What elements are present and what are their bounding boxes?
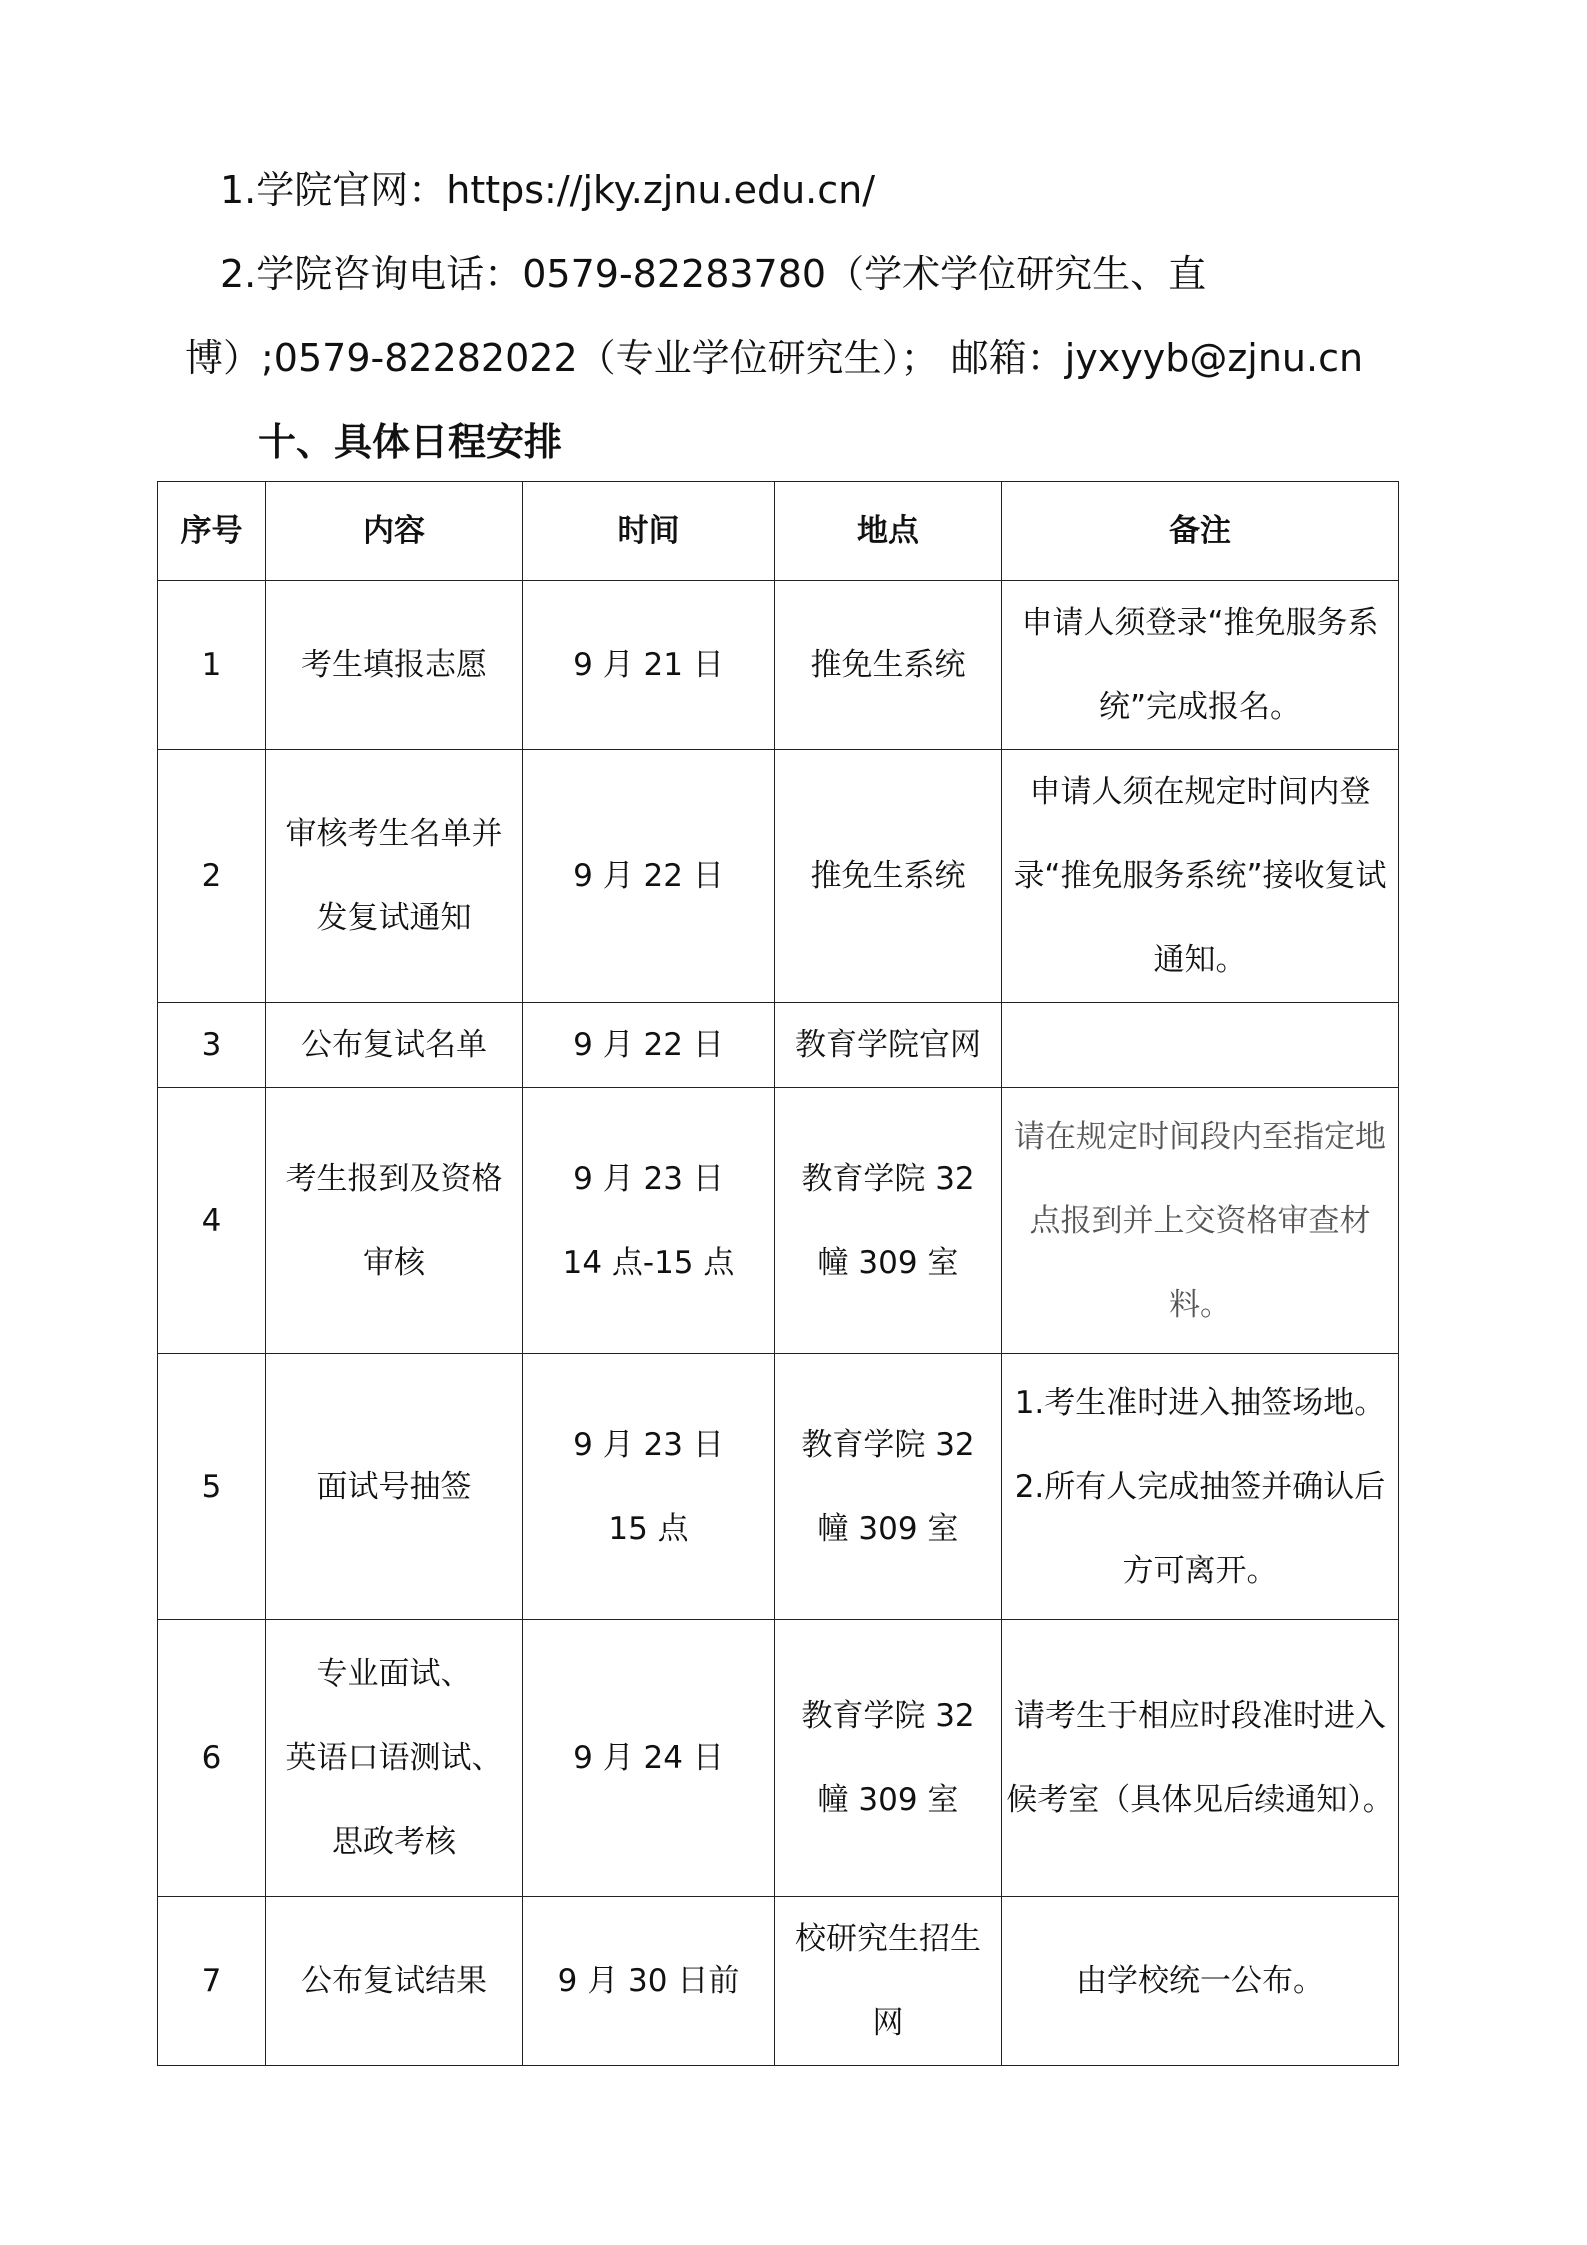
row-time-line: 9 月 24 日	[573, 1740, 724, 1776]
row-place	[775, 1354, 1002, 1620]
row-number: 2	[158, 750, 266, 1003]
row-content-line: 考生报到及资格	[285, 1160, 503, 1197]
row-place	[775, 1897, 1002, 2066]
table-row	[158, 1003, 1399, 1088]
row-content	[266, 1088, 523, 1354]
row-number: 4	[158, 1088, 266, 1354]
row-time-line: 9 月 21 日	[573, 647, 724, 683]
table-row	[158, 1620, 1399, 1897]
row-time-line: 15 点	[608, 1510, 689, 1547]
row-place-line: 教育学院 32	[801, 1698, 975, 1734]
row-time	[523, 581, 775, 750]
row-place	[775, 750, 1002, 1003]
row-time	[523, 1897, 775, 2066]
table-row	[158, 1897, 1399, 2066]
row-note: 申请人须登录“推免服务系统”完成报名。	[1002, 581, 1399, 750]
row-content	[266, 1003, 523, 1088]
phone-line-1: 2.学院咨询电话：0579-82283780（学术学位研究生、直	[220, 252, 1207, 296]
row-content-line: 思政考核	[332, 1824, 456, 1860]
table-row	[158, 1088, 1399, 1354]
schedule-table	[157, 481, 1399, 2066]
row-content-line: 面试号抽签	[316, 1468, 472, 1505]
row-number: 6	[158, 1620, 266, 1897]
row-number: 7	[158, 1897, 266, 2066]
header-time: 时间	[523, 482, 775, 581]
row-time-line: 9 月 22 日	[573, 858, 724, 894]
row-place-line: 幢 309 室	[817, 1782, 959, 1818]
row-note: 1.考生准时进入抽签场地。2.所有人完成抽签并确认后方可离开。	[1002, 1354, 1399, 1620]
row-note: 申请人须在规定时间内登录“推免服务系统”接收复试通知。	[1002, 750, 1399, 1003]
row-content-line: 审核考生名单并	[285, 816, 503, 852]
table-row	[158, 581, 1399, 750]
row-place-line: 幢 309 室	[817, 1244, 959, 1281]
row-content	[266, 1897, 523, 2066]
row-time	[523, 1620, 775, 1897]
row-time-line: 9 月 22 日	[573, 1027, 724, 1063]
row-place-line: 教育学院官网	[795, 1027, 981, 1063]
phone-line-2: 博）;0579-82282022（专业学位研究生）； 邮箱：jyxyyb@zjnu.cn	[185, 336, 1364, 380]
row-place-line: 教育学院 32	[801, 1160, 975, 1197]
row-place	[775, 1003, 1002, 1088]
row-note: 请考生于相应时段准时进入候考室（具体见后续通知）。	[1002, 1620, 1399, 1897]
row-content-line: 英语口语测试、	[285, 1740, 503, 1776]
row-time	[523, 1003, 775, 1088]
row-note: 请在规定时间段内至指定地点报到并上交资格审查材料。	[1002, 1088, 1399, 1354]
row-place	[775, 1620, 1002, 1897]
row-content	[266, 1620, 523, 1897]
row-place-line: 网	[872, 2005, 904, 2041]
row-place	[775, 581, 1002, 750]
row-time	[523, 1088, 775, 1354]
table-header-row	[158, 482, 1399, 581]
row-number: 1	[158, 581, 266, 750]
row-content-line: 专业面试、	[316, 1656, 472, 1692]
table-row	[158, 750, 1399, 1003]
row-place	[775, 1088, 1002, 1354]
row-number: 3	[158, 1003, 266, 1088]
row-content	[266, 581, 523, 750]
row-time	[523, 1354, 775, 1620]
row-place-line: 校研究生招生	[795, 1921, 981, 1957]
row-time-line: 9 月 23 日	[573, 1426, 724, 1463]
row-content-line: 考生填报志愿	[301, 647, 487, 683]
row-time-line: 9 月 30 日前	[557, 1963, 740, 1999]
section-title: 十、具体日程安排	[258, 420, 563, 464]
row-place-line: 教育学院 32	[801, 1426, 975, 1463]
row-content-line: 公布复试结果	[301, 1963, 487, 1999]
row-place-line: 推免生系统	[810, 858, 966, 894]
row-content	[266, 1354, 523, 1620]
header-place: 地点	[775, 482, 1002, 581]
row-place-line: 幢 309 室	[817, 1510, 959, 1547]
header-content: 内容	[266, 482, 523, 581]
row-content-line: 审核	[363, 1244, 425, 1281]
row-number: 5	[158, 1354, 266, 1620]
row-note: 由学校统一公布。	[1002, 1897, 1399, 2066]
row-note	[1002, 1003, 1399, 1088]
row-content-line: 发复试通知	[316, 900, 472, 936]
row-time-line: 9 月 23 日	[573, 1160, 724, 1197]
website-line: 1.学院官网：https://jky.zjnu.edu.cn/	[220, 168, 876, 212]
row-time	[523, 750, 775, 1003]
row-content	[266, 750, 523, 1003]
header-no: 序号	[158, 482, 266, 581]
table-row	[158, 1354, 1399, 1620]
row-content-line: 公布复试名单	[301, 1027, 487, 1063]
header-note: 备注	[1002, 482, 1399, 581]
row-place-line: 推免生系统	[810, 647, 966, 683]
row-time-line: 14 点-15 点	[562, 1244, 735, 1281]
